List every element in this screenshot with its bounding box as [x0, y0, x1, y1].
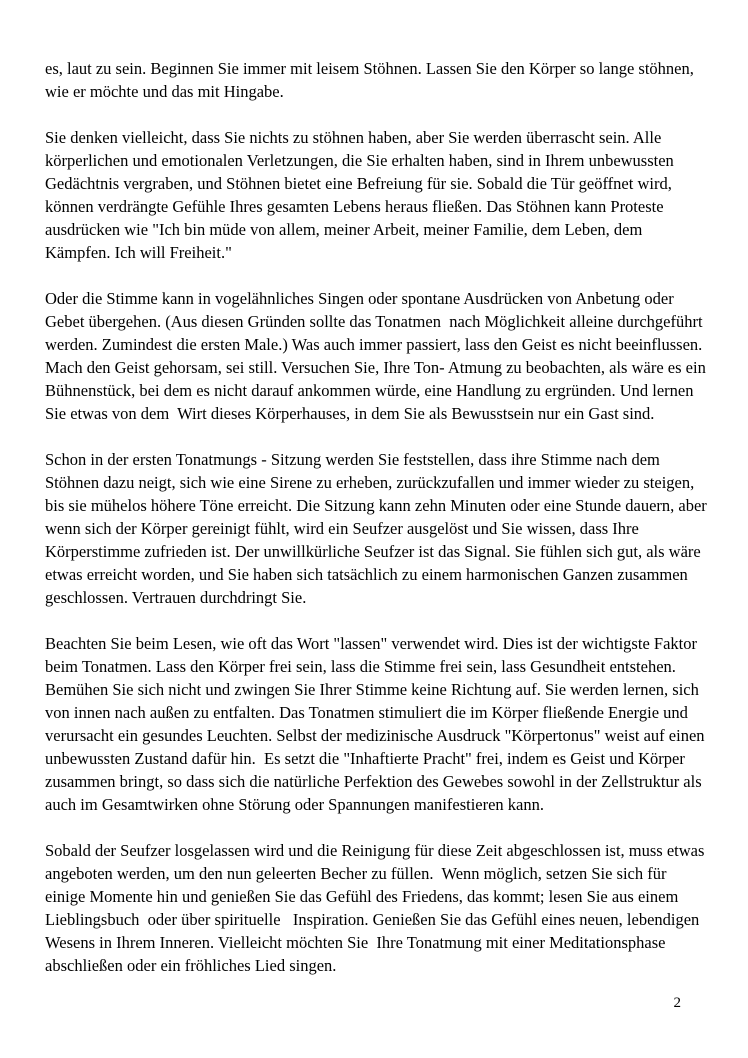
- page-number: 2: [673, 995, 681, 1011]
- paragraph: es, laut zu sein. Beginnen Sie immer mit leisem Stöhnen. Lassen Sie den Körper so lange stöhnen, wie er möchte und das mit Hingabe.: [45, 59, 698, 101]
- paragraph: Sobald der Seufzer losgelassen wird und die Reinigung für diese Zeit abgeschlossen ist, muss etwas angeboten werden, um den nun geleerten Becher zu füllen. Wenn möglich, setzen Sie sich für einige Momente hin und genießen Sie das Gefühl des Friedens, das kommt; lesen Sie aus einem Lieblingsbuch oder über spirituelle Inspiration. Genießen Sie das Gefühl eines neuen, lebendigen Wesens in Ihrem Inneren. Vielleicht möchten Sie Ihre Tonatmung mit einer Meditationsphase abschließen oder ein fröhliches Lied singen.: [45, 841, 709, 975]
- document-body: [45, 57, 711, 1000]
- paragraph: Schon in der ersten Tonatmungs - Sitzung werden Sie feststellen, dass ihre Stimme nach dem Stöhnen dazu neigt, sich wie eine Sirene zu erheben, zurückzufallen und immer wieder zu steigen, bis sie mühelos höhere Töne erreicht. Die Sitzung kann zehn Minuten oder eine Stunde dauern, aber wenn sich der Körper gereinigt fühlt, wird ein Seufzer ausgelöst und Sie wissen, dass Ihre Körperstimme zufrieden ist. Der unwillkürliche Seufzer ist das Signal. Sie fühlen sich gut, als wäre etwas erreicht worden, und Sie haben sich tatsächlich zu einem harmonischen Ganzen zusammen geschlossen. Vertrauen durchdringt Sie.: [45, 450, 711, 607]
- paragraph: Sie denken vielleicht, dass Sie nichts zu stöhnen haben, aber Sie werden überrascht sein. Alle körperlichen und emotionalen Verletzungen, die Sie erhalten haben, sind in Ihrem unbewussten Gedächtnis vergraben, und Stöhnen bietet eine Befreiung für sie. Sobald die Tür geöffnet wird, können verdrängte Gefühle Ihres gesamten Lebens heraus fließen. Das Stöhnen kann Proteste ausdrücken wie "Ich bin müde von allem, meiner Arbeit, meiner Familie, dem Leben, dem Kämpfen. Ich will Freiheit.": [45, 128, 678, 262]
- paragraph: Beachten Sie beim Lesen, wie oft das Wort "lassen" verwendet wird. Dies ist der wichtigste Faktor beim Tonatmen. Lass den Körper frei sein, lass die Stimme frei sein, lass Gesundheit entstehen. Bemühen Sie sich nicht und zwingen Sie Ihrer Stimme keine Richtung auf. Sie werden lernen, sich von innen nach außen zu entfalten. Das Tonatmen stimuliert die im Körper fließende Energie und verursacht ein gesundes Leuchten. Selbst der medizinische Ausdruck "Körpertonus" weist auf einen unbewussten Zustand dafür hin. Es setzt die "Inhaftierte Pracht" frei, indem es Geist und Körper zusammen bringt, so dass sich die natürliche Perfektion des Gewebes sowohl in der Zellstruktur als auch im Gesamtwirken ohne Störung oder Spannungen manifestieren kann.: [45, 634, 709, 814]
- paragraph: Oder die Stimme kann in vogelähnliches Singen oder spontane Ausdrücken von Anbetung oder Gebet übergehen. (Aus diesen Gründen sollte das Tonatmen nach Möglichkeit alleine durchgeführt werden. Zumindest die ersten Male.) Was auch immer passiert, lass den Geist es nicht beeinflussen. Mach den Geist gehorsam, sei still. Versuchen Sie, Ihre Ton- Atmung zu beobachten, als wäre es ein Bühnenstück, bei dem es nicht darauf ankommen würde, eine Handlung zu ergründen. Und lernen Sie etwas von dem Wirt dieses Körperhauses, in dem Sie als Bewusstsein nur ein Gast sind.: [45, 289, 710, 423]
